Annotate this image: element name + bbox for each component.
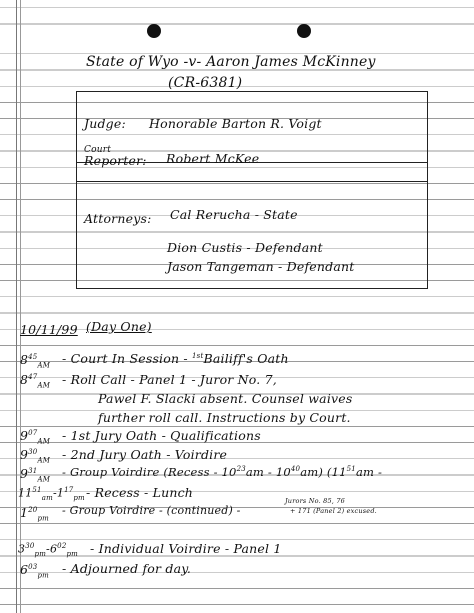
attorneys-label: Attorneys: — [84, 211, 152, 226]
day-label: (Day One) — [86, 319, 152, 334]
attorney-defense-1: Dion Custis - Defendant — [167, 240, 323, 255]
punch-hole — [297, 24, 311, 38]
entry-text: - Court In Session - $^{1st}$Bailiff's Oath — [62, 351, 289, 366]
entry-text: - Recess - Lunch — [86, 485, 194, 500]
entry-text: - Group Voirdire (Recess - $10^{23}am - 10^{40}am$) ($11^{51}am$ - — [62, 465, 383, 479]
entry-time: $1^{20}_{pm}$ — [20, 505, 49, 523]
entry-time: $6^{03}_{pm}$ — [20, 562, 49, 580]
judge-label: Judge: — [84, 116, 126, 131]
entry-time: $9^{30}_{AM}$ — [20, 447, 51, 465]
judge-name: Honorable Barton R. Voigt — [149, 116, 322, 131]
entry-text: - 2nd Jury Oath - Voirdire — [62, 447, 228, 462]
entry-text: - 1st Jury Oath - Qualifications — [62, 428, 261, 443]
entry-text: - Adjourned for day. — [62, 561, 192, 576]
entry-text: - Individual Voirdire - Panel 1 — [90, 541, 282, 556]
reporter-name: Robert McKee — [166, 151, 260, 166]
divider — [77, 181, 427, 182]
entry-time: $8^{45}_{AM}$ — [20, 352, 51, 370]
reporter-label: Reporter: — [84, 153, 147, 168]
entry-time: $9^{31}_{AM}$ — [20, 466, 51, 484]
entry-date: 10/11/99 — [20, 322, 78, 337]
entry-time: $8^{47}_{AM}$ — [20, 372, 51, 390]
entry-text: - Group Voirdire - (continued) - — [62, 504, 241, 517]
attorney-state: Cal Rerucha - State — [170, 207, 298, 222]
entry-text: further roll call. Instructions by Court. — [98, 410, 351, 425]
margin-line — [16, 0, 17, 613]
case-number: (CR-6381) — [168, 75, 243, 91]
entry-text: - Roll Call - Panel 1 - Juror No. 7, — [62, 372, 277, 387]
entry-time: $3^{30}_{pm}-6^{02}_{pm}$ — [18, 542, 79, 558]
attorney-defense-2: Jason Tangeman - Defendant — [167, 259, 355, 274]
entry-note: + 171 (Panel 2) excused. — [290, 507, 377, 515]
entry-note: Jurors No. 85, 76 — [285, 497, 346, 505]
court-label: Court — [84, 145, 112, 155]
entry-time: $11^{51}_{am}-1^{17}_{pm}$ — [18, 486, 85, 502]
punch-hole — [147, 24, 161, 38]
case-title: State of Wyo -v- Aaron James McKinney — [86, 54, 376, 70]
entry-time: $9^{07}_{AM}$ — [20, 428, 51, 446]
entry-text: Pawel F. Slacki absent. Counsel waives — [98, 391, 353, 406]
